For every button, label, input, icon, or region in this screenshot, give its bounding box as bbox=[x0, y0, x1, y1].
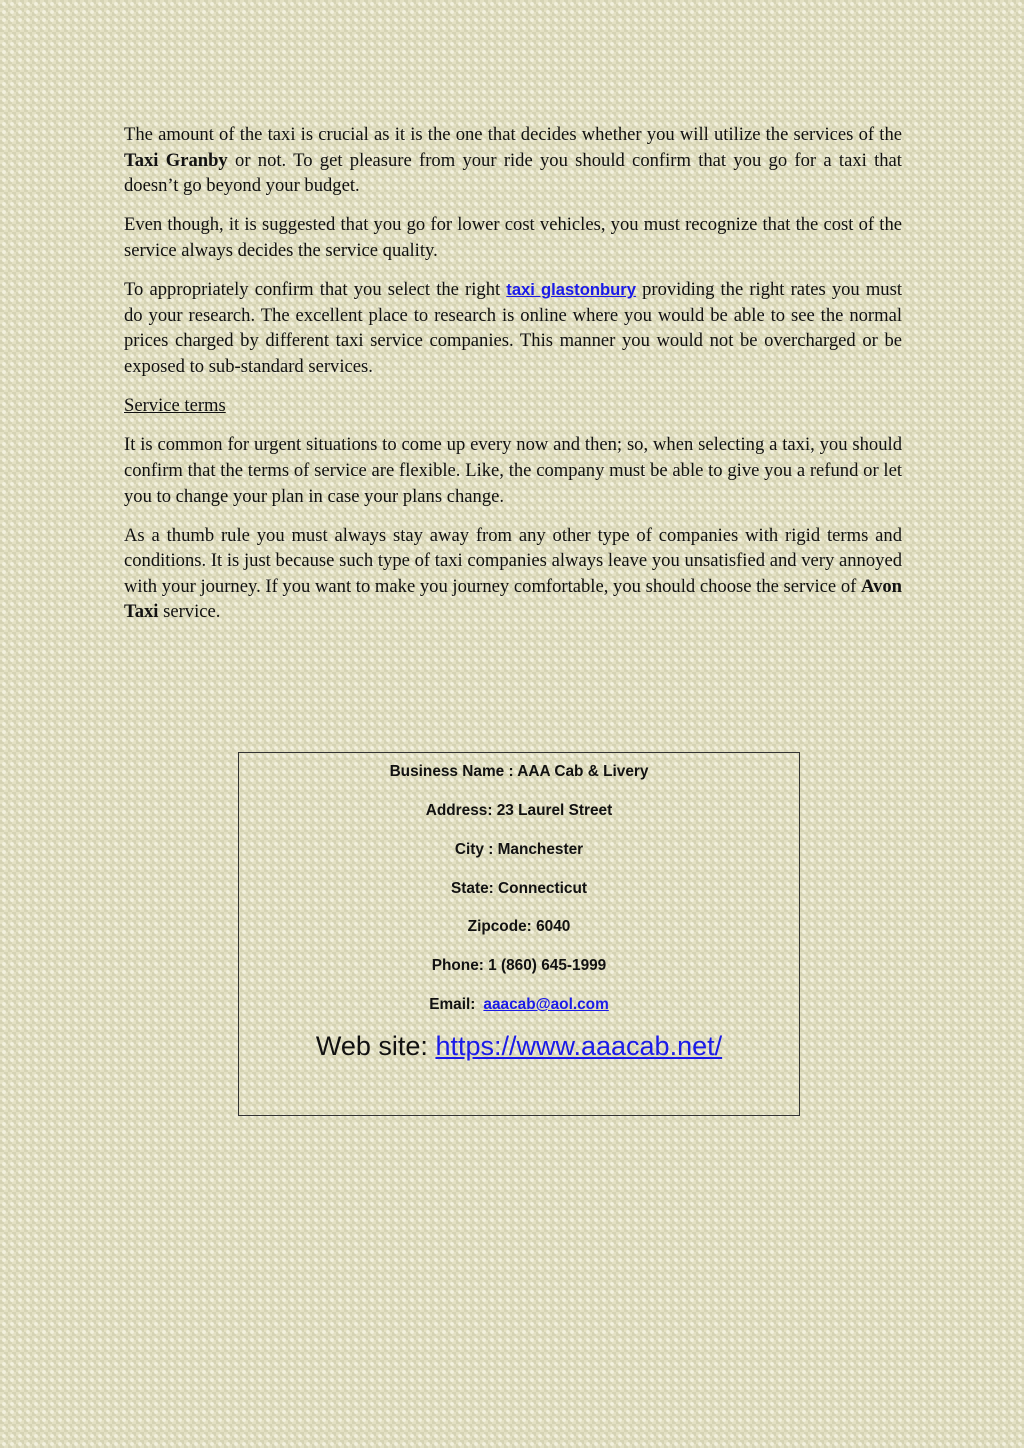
email-line bbox=[239, 996, 799, 1014]
phone-line: Phone: 1 (860) 645-1999 bbox=[431, 957, 607, 974]
city-line: City : Manchester bbox=[454, 841, 584, 858]
avon-taxi-bold: Avon Taxi bbox=[124, 575, 902, 623]
taxi-granby-bold: Taxi Granby bbox=[124, 149, 228, 171]
business-name-line: Business Name : AAA Cab & Livery bbox=[389, 763, 649, 780]
business-info-box bbox=[238, 752, 800, 1116]
website-label: Web site: bbox=[315, 1031, 436, 1061]
paragraph-flexible-terms: It is common for urgent situations to come up every now and then; so, when selecting a taxi, you should confirm that the terms of service are flexible. Like, the company must be able to give you a refund or let you to change your plan in case your plans change. bbox=[124, 434, 902, 507]
address-line: Address: 23 Laurel Street bbox=[425, 802, 613, 819]
paragraph-research: To appropriately confirm that you select the right taxi glastonbury providing the right rates you must do your research. The excellent place to research is online where you would be able to see the normal prices charged by different taxi service companies. This manner you would not be overcharged or be exposed to sub-standard services. bbox=[124, 279, 903, 377]
website-link[interactable]: https://www.aaacab.net/ bbox=[435, 1031, 723, 1061]
email-label: Email: bbox=[429, 996, 476, 1013]
email-link[interactable]: aaacab@aol.com bbox=[483, 996, 609, 1013]
paragraph-thumb-rule: As a thumb rule you must always stay away from any other type of companies with rigid terms and conditions. It is just because such type of taxi companies always leave you unsatisfied and very annoyed with your journey. If you want to make you journey comfortable, you should choose the service of Avon Taxi service. bbox=[124, 524, 902, 623]
website-line bbox=[239, 1031, 799, 1062]
service-terms-heading: Service terms bbox=[124, 395, 226, 417]
state-line: State: Connecticut bbox=[451, 880, 587, 897]
taxi-glastonbury-link[interactable]: taxi glastonbury bbox=[506, 280, 636, 300]
article-body bbox=[124, 122, 902, 639]
zipcode-line: Zipcode: 6040 bbox=[467, 918, 571, 935]
paragraph-cost: Even though, it is suggested that you go for lower cost vehicles, you must recognize that the cost of the service always decides the service quality. bbox=[124, 214, 902, 261]
paragraph-price: The amount of the taxi is crucial as it is the one that decides whether you will utilize the services of the Taxi Granby or not. To get pleasure from your ride you should confirm that you go for a taxi that doesn’t go beyond your budget. bbox=[124, 124, 902, 197]
